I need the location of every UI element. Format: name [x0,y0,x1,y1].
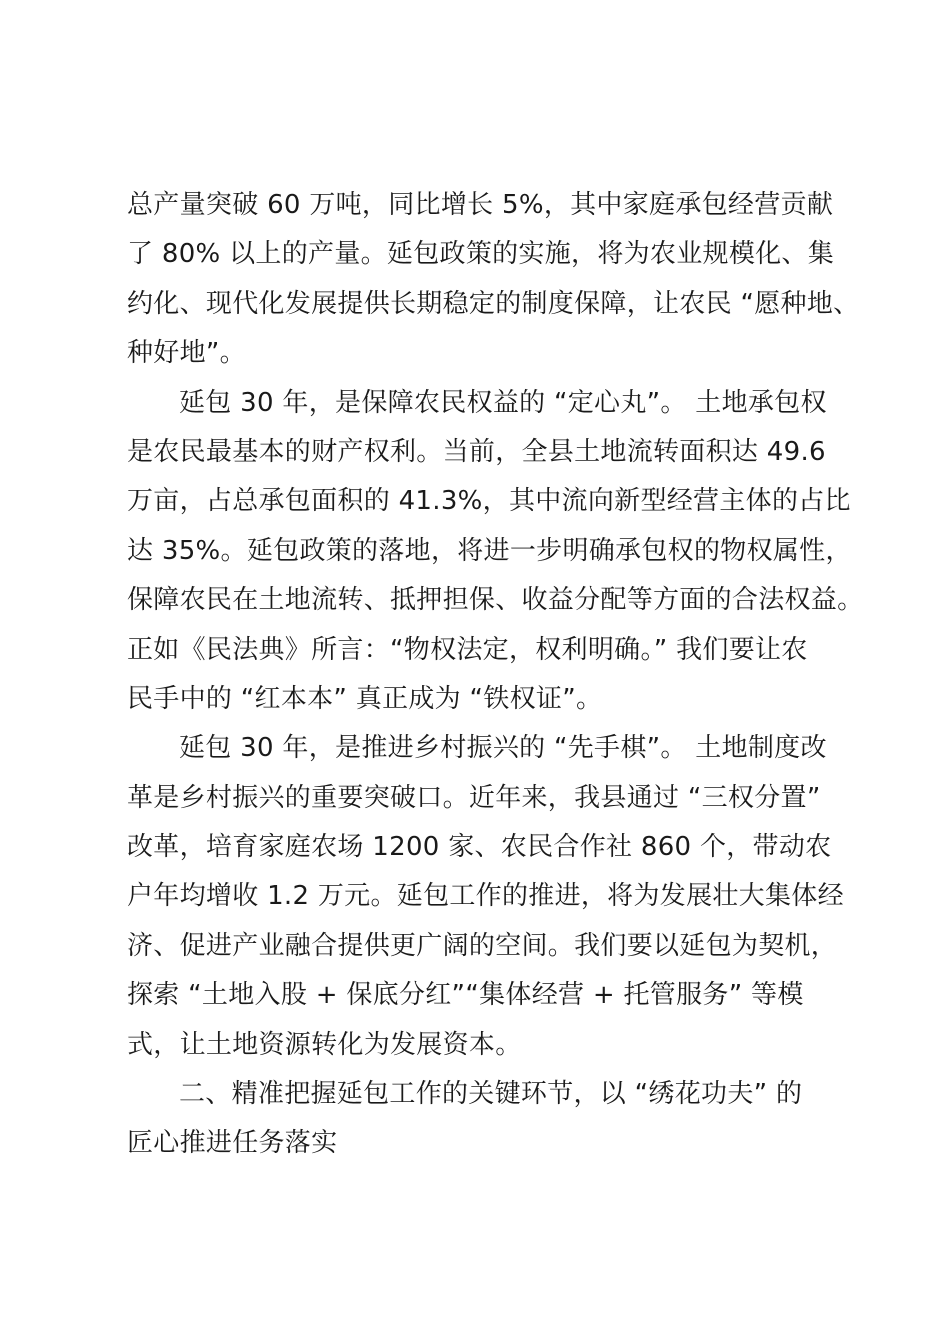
text-line: 是农民最基本的财产权利。当前，全县土地流转面积达 49.6 [127,436,826,467]
text-line: 种好地”。 [127,338,246,369]
text-line: 济、促进产业融合提供更广阔的空间。我们要以延包为契机， [127,930,838,961]
text-line: 约化、现代化发展提供长期稳定的制度保障，让农民 “愿种地、 [127,288,860,319]
paragraph-first-line: 延包 30 年，是推进乡村振兴的 “先手棋”。 土地制度改 [179,733,827,764]
text-line: 了 80% 以上的产量。延包政策的实施，将为农业规模化、集 [127,239,835,270]
text-line: 保障农民在土地流转、抵押担保、收益分配等方面的合法权益。 [127,585,864,616]
text-line: 探索 “土地入股 + 保底分红”“集体经营 + 托管服务” 等模 [127,980,804,1011]
document-body [127,181,864,1169]
text-line: 式，让土地资源转化为发展资本。 [127,1029,522,1060]
text-line: 户年均增收 1.2 万元。延包工作的推进，将为发展壮大集体经 [127,881,844,912]
text-line: 正如《民法典》所言：“物权法定，权利明确。” 我们要让农 [127,634,808,665]
text-line: 万亩，占总承包面积的 41.3%，其中流向新型经营主体的占比 [127,486,851,517]
paragraph-first-line: 延包 30 年，是保障农民权益的 “定心丸”。 土地承包权 [179,387,827,418]
text-line: 革是乡村振兴的重要突破口。近年来，我县通过 “三权分置” [127,782,821,813]
text-line: 改革，培育家庭农场 1200 家、农民合作社 860 个，带动农 [127,832,832,863]
text-line: 总产量突破 60 万吨，同比增长 5%，其中家庭承包经营贡献 [127,190,834,220]
section-heading: 二、精准把握延包工作的关键环节，以 “绣花功夫” 的 [179,1079,803,1110]
section-heading-continuation: 匠心推进任务落实 [127,1128,338,1159]
text-line: 民手中的 “红本本” 真正成为 “铁权证”。 [127,683,603,714]
text-line: 达 35%。延包政策的落地，将进一步明确承包权的物权属性， [127,535,852,566]
